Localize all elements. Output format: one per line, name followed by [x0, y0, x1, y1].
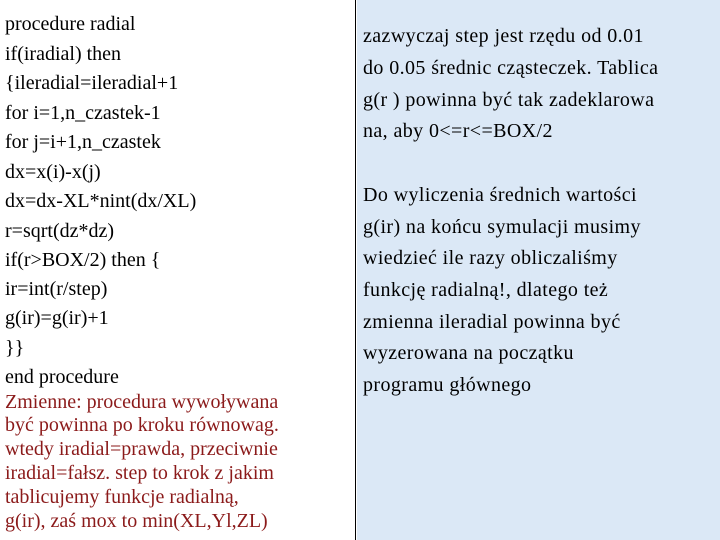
- code-line: ir=int(r/step): [5, 278, 108, 300]
- note-line: iradial=fałsz. step to krok z jakim: [5, 462, 274, 484]
- explanation-line: g(r ) powinna być tak zadeklarowa: [363, 89, 655, 111]
- code-line: if(iradial) then: [5, 43, 122, 65]
- explanation-line: zazwyczaj step jest rzędu od 0.01: [363, 25, 644, 47]
- note-line: Zmienne: procedura wywoływana: [5, 391, 279, 413]
- code-line: procedure radial: [5, 13, 136, 35]
- code-line: end procedure: [5, 366, 119, 388]
- code-line: {ileradial=ileradial+1: [5, 72, 179, 94]
- code-line: g(ir)=g(ir)+1: [5, 307, 109, 329]
- code-line: if(r>BOX/2) then {: [5, 249, 161, 271]
- note-line: tablicujemy funkcje radialną,: [5, 486, 239, 508]
- explanation-line: Do wyliczenia średnich wartości: [363, 184, 637, 206]
- note-line: być powinna po kroku równowag.: [5, 414, 279, 436]
- explanation-line: funkcję radialną!, dlatego też: [363, 279, 609, 301]
- explanation-line: zmienna ileradial powinna być: [363, 311, 621, 333]
- explanation-line: programu głównego: [363, 374, 532, 396]
- code-line: r=sqrt(dz*dz): [5, 220, 115, 242]
- explanation-line: do 0.05 średnic cząsteczek. Tablica: [363, 57, 659, 79]
- explanation-line: g(ir) na końcu symulacji musimy: [363, 216, 641, 238]
- code-line: }}: [5, 337, 25, 359]
- code-line: dx=x(i)-x(j): [5, 161, 101, 183]
- explanation-line: wyzerowana na początku: [363, 342, 574, 364]
- note-line: wtedy iradial=prawda, przeciwnie: [5, 438, 278, 460]
- explanation-line: wiedzieć ile razy obliczaliśmy: [363, 247, 618, 269]
- code-line: for j=i+1,n_czastek: [5, 131, 161, 153]
- code-line: dx=dx-XL*nint(dx/XL): [5, 190, 197, 212]
- note-line: g(ir), zaś mox to min(XL,Yl,ZL): [5, 510, 268, 532]
- explanation-line: na, aby 0<=r<=BOX/2: [363, 120, 553, 142]
- code-line: for i=1,n_czastek-1: [5, 102, 161, 124]
- explanation-panel: [357, 0, 720, 540]
- code-panel: [0, 0, 356, 540]
